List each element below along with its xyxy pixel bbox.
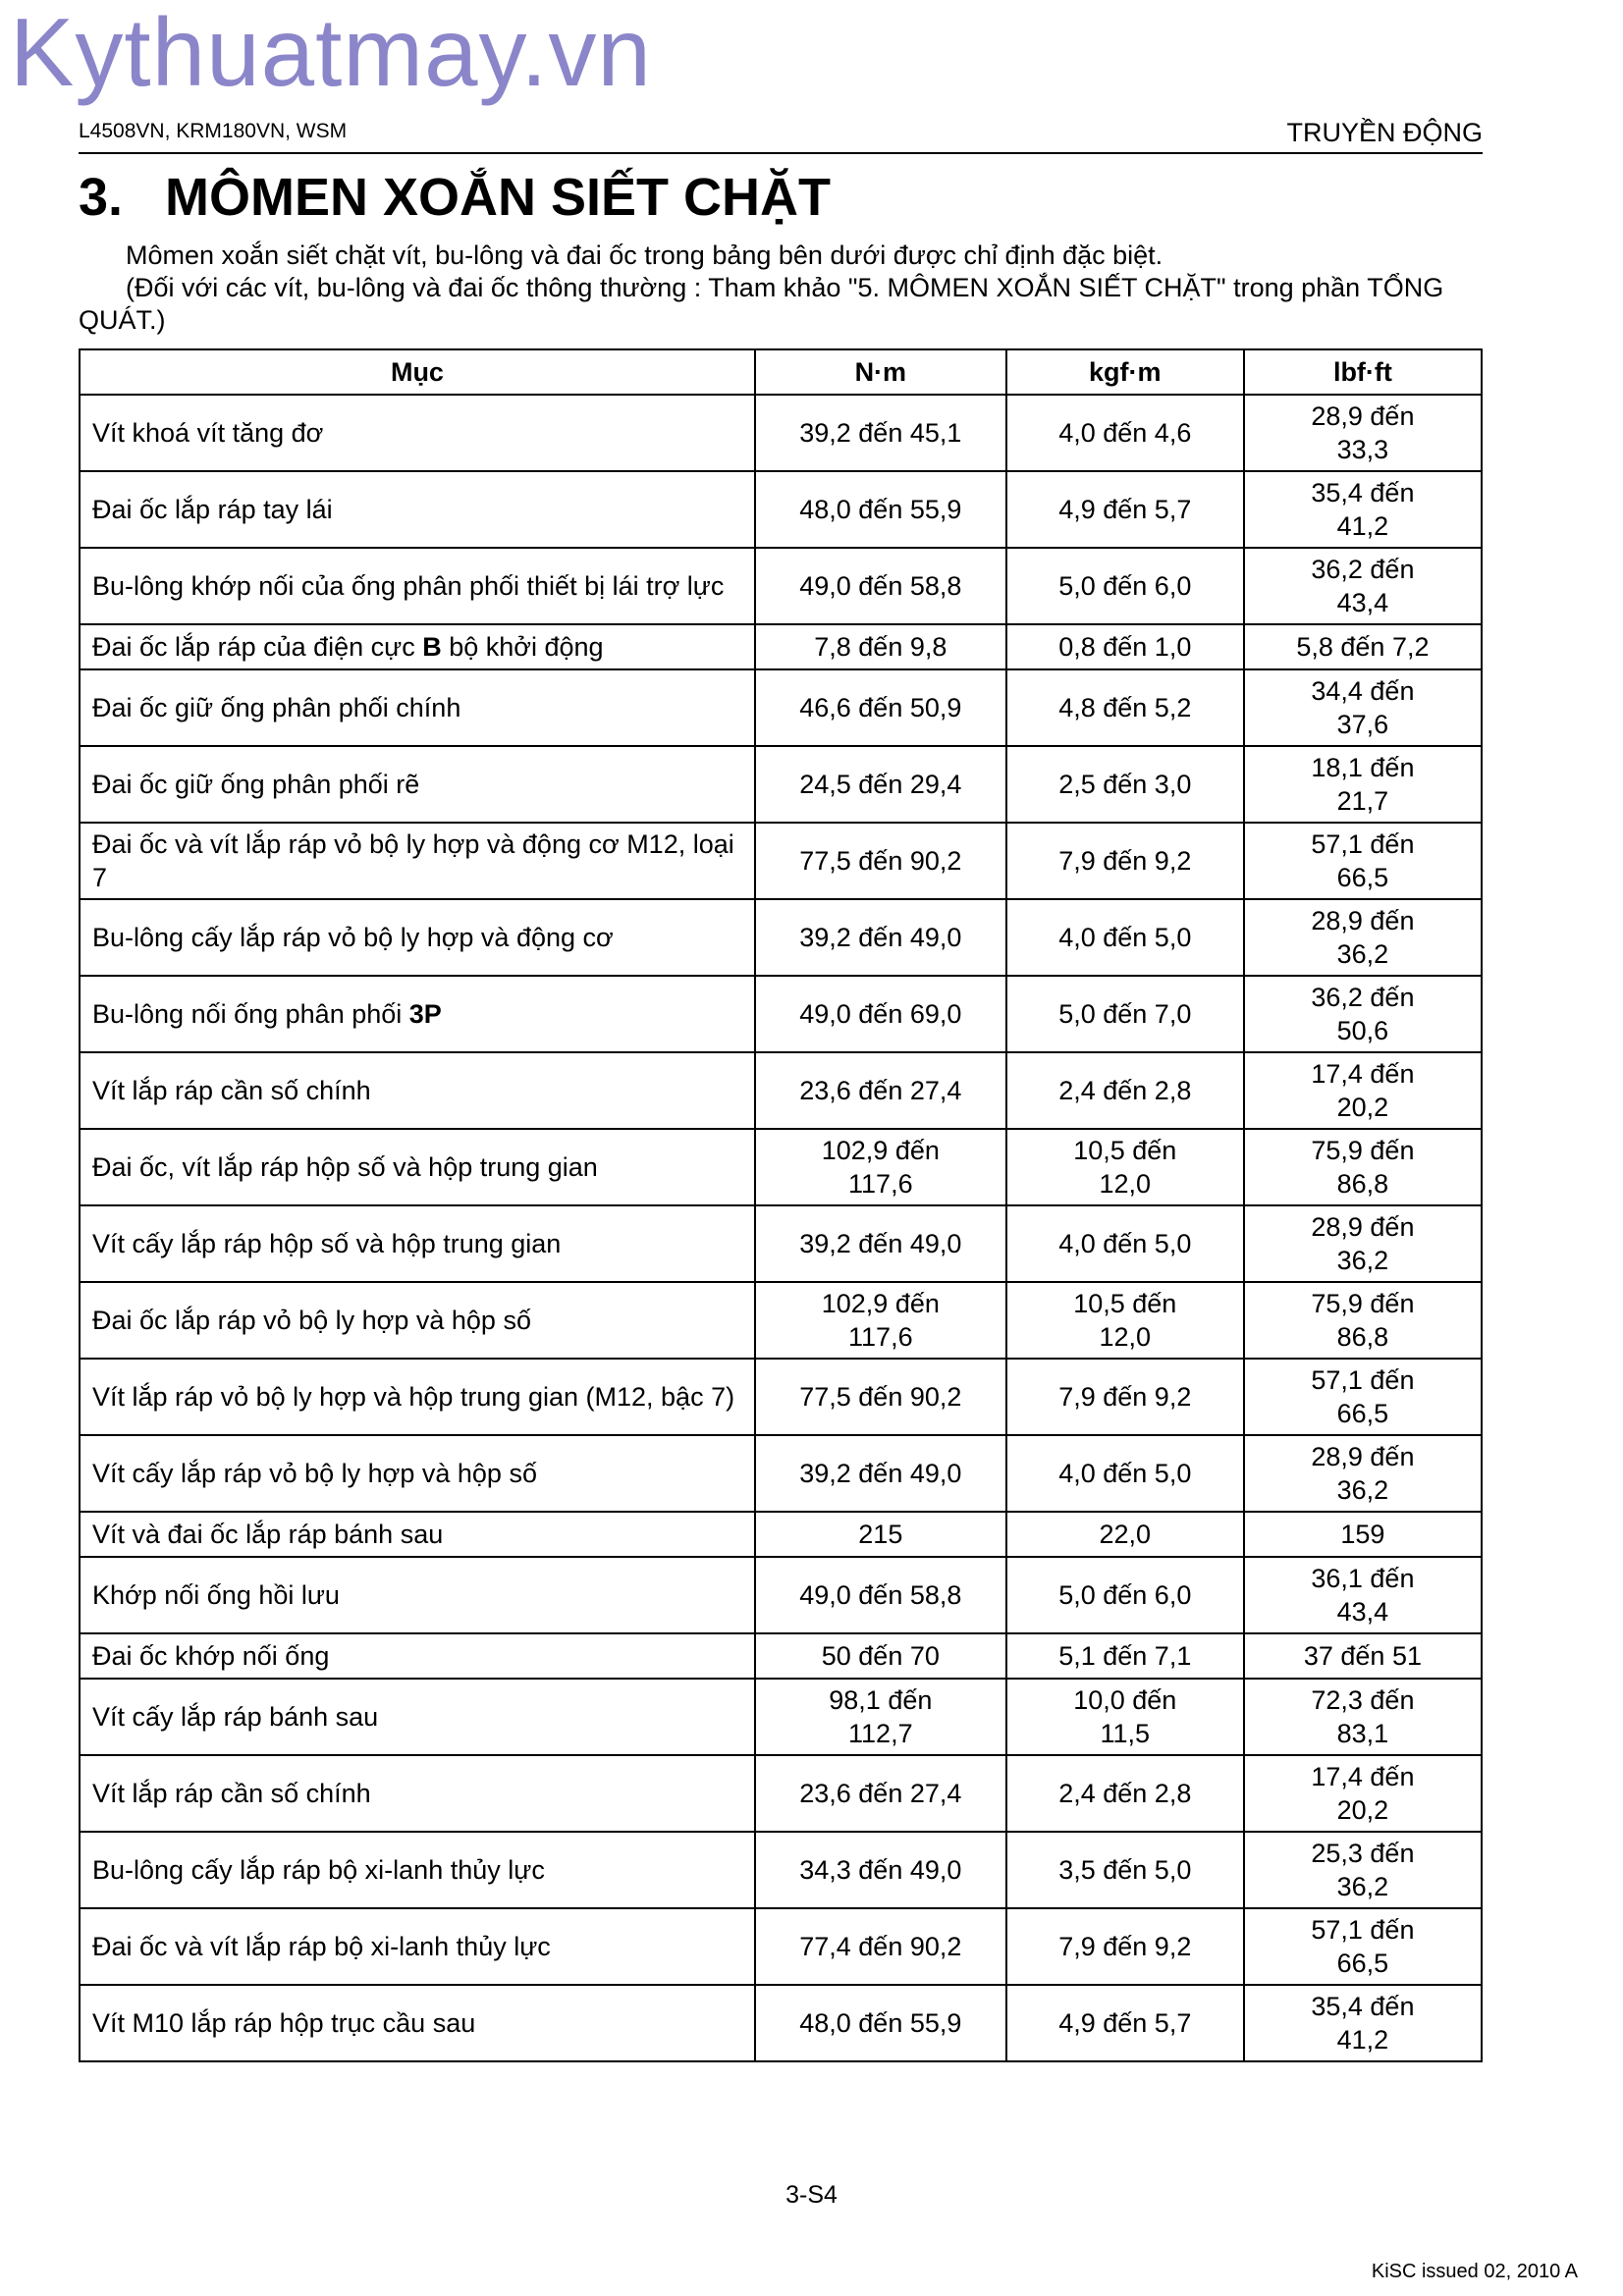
cell-kgfm: 0,8 đến 1,0 [1006, 624, 1244, 669]
cell-kgfm: 4,8 đến 5,2 [1006, 669, 1244, 746]
cell-item: Đai ốc và vít lắp ráp vỏ bộ ly hợp và động cơ M12, loại 7 [80, 823, 755, 899]
cell-kgfm: 4,0 đến 5,0 [1006, 899, 1244, 976]
cell-kgfm: 10,5 đến 12,0 [1006, 1129, 1244, 1205]
table-row [80, 1755, 1482, 1832]
cell-item: Vít M10 lắp ráp hộp trục cầu sau [80, 1985, 755, 2061]
table-row [80, 899, 1482, 976]
page-number: 3-S4 [785, 2181, 838, 2209]
table-row [80, 1052, 1482, 1129]
cell-kgfm: 2,5 đến 3,0 [1006, 746, 1244, 823]
cell-item: Vít lắp ráp cần số chính [80, 1755, 755, 1832]
intro-line-3: QUÁT.) [79, 305, 166, 335]
cell-lbfft: 37 đến 51 [1244, 1633, 1482, 1679]
cell-lbfft: 57,1 đến 66,5 [1244, 1908, 1482, 1985]
intro-line-2: (Đối với các vít, bu-lông và đai ốc thông thường : Tham khảo "5. MÔMEN XOẮN SIẾT CHẶT" trong phần TỔNG [126, 273, 1444, 302]
cell-kgfm: 5,0 đến 6,0 [1006, 548, 1244, 624]
cell-nm: 39,2 đến 49,0 [755, 899, 1006, 976]
cell-lbfft: 28,9 đến 36,2 [1244, 899, 1482, 976]
cell-nm: 23,6 đến 27,4 [755, 1052, 1006, 1129]
cell-kgfm: 7,9 đến 9,2 [1006, 1908, 1244, 1985]
header-models: L4508VN, KRM180VN, WSM [79, 120, 348, 142]
cell-item: Đai ốc và vít lắp ráp bộ xi-lanh thủy lực [80, 1908, 755, 1985]
cell-kgfm: 5,0 đến 6,0 [1006, 1557, 1244, 1633]
cell-item: Khớp nối ống hồi lưu [80, 1557, 755, 1633]
cell-item: Vít lắp ráp vỏ bộ ly hợp và hộp trung gian (M12, bậc 7) [80, 1359, 755, 1435]
cell-nm: 102,9 đến 117,6 [755, 1129, 1006, 1205]
table-row [80, 1908, 1482, 1985]
cell-kgfm: 3,5 đến 5,0 [1006, 1832, 1244, 1908]
table-row [80, 1205, 1482, 1282]
cell-nm: 215 [755, 1512, 1006, 1557]
cell-lbfft: 75,9 đến 86,8 [1244, 1129, 1482, 1205]
cell-nm: 102,9 đến 117,6 [755, 1282, 1006, 1359]
cell-kgfm: 4,9 đến 5,7 [1006, 1985, 1244, 2061]
table-row [80, 669, 1482, 746]
cell-item-part: Bu-lông nối ống phân phối [92, 999, 409, 1029]
cell-lbfft: 25,3 đến 36,2 [1244, 1832, 1482, 1908]
cell-nm: 24,5 đến 29,4 [755, 746, 1006, 823]
table-row [80, 1435, 1482, 1512]
cell-nm: 49,0 đến 58,8 [755, 548, 1006, 624]
cell-lbfft: 75,9 đến 86,8 [1244, 1282, 1482, 1359]
cell-item: Vít cấy lắp ráp vỏ bộ ly hợp và hộp số [80, 1435, 755, 1512]
cell-kgfm: 4,0 đến 4,6 [1006, 395, 1244, 471]
intro-line-1: Mômen xoắn siết chặt vít, bu-lông và đai ốc trong bảng bên dưới được chỉ định đặc biệt. [126, 240, 1163, 270]
table-row [80, 1633, 1482, 1679]
cell-nm: 48,0 đến 55,9 [755, 1985, 1006, 2061]
cell-nm: 50 đến 70 [755, 1633, 1006, 1679]
header-item: Mục [80, 349, 755, 395]
cell-lbfft: 17,4 đến 20,2 [1244, 1052, 1482, 1129]
cell-item: Bu-lông khớp nối của ống phân phối thiết bị lái trợ lực [80, 548, 755, 624]
header-kgfm: kgf·m [1006, 349, 1244, 395]
cell-item: Vít khoá vít tăng đơ [80, 395, 755, 471]
cell-lbfft: 57,1 đến 66,5 [1244, 1359, 1482, 1435]
cell-nm: 39,2 đến 49,0 [755, 1435, 1006, 1512]
cell-kgfm: 10,5 đến 12,0 [1006, 1282, 1244, 1359]
cell-nm: 49,0 đến 58,8 [755, 1557, 1006, 1633]
table-row [80, 746, 1482, 823]
page-title [79, 167, 831, 228]
cell-lbfft: 17,4 đến 20,2 [1244, 1755, 1482, 1832]
header-lbfft: lbf·ft [1244, 349, 1482, 395]
cell-item-part: Đai ốc lắp ráp của điện cực [92, 632, 423, 662]
table-row [80, 976, 1482, 1052]
cell-item: Vít cấy lắp ráp bánh sau [80, 1679, 755, 1755]
cell-lbfft: 5,8 đến 7,2 [1244, 624, 1482, 669]
cell-lbfft: 35,4 đến 41,2 [1244, 471, 1482, 548]
cell-nm: 77,5 đến 90,2 [755, 1359, 1006, 1435]
cell-lbfft: 35,4 đến 41,2 [1244, 1985, 1482, 2061]
cell-item: Bu-lông cấy lắp ráp vỏ bộ ly hợp và động cơ [80, 899, 755, 976]
table-row [80, 1679, 1482, 1755]
cell-nm: 49,0 đến 69,0 [755, 976, 1006, 1052]
cell-kgfm: 10,0 đến 11,5 [1006, 1679, 1244, 1755]
table-body [80, 395, 1482, 2061]
table-row [80, 624, 1482, 669]
cell-nm: 34,3 đến 49,0 [755, 1832, 1006, 1908]
table-row [80, 1832, 1482, 1908]
title-number: 3. [79, 168, 124, 227]
table-row [80, 1985, 1482, 2061]
cell-lbfft: 18,1 đến 21,7 [1244, 746, 1482, 823]
cell-lbfft: 34,4 đến 37,6 [1244, 669, 1482, 746]
cell-nm: 39,2 đến 45,1 [755, 395, 1006, 471]
cell-nm: 77,5 đến 90,2 [755, 823, 1006, 899]
cell-nm: 77,4 đến 90,2 [755, 1908, 1006, 1985]
cell-item: Bu-lông cấy lắp ráp bộ xi-lanh thủy lực [80, 1832, 755, 1908]
cell-item: Đai ốc, vít lắp ráp hộp số và hộp trung gian [80, 1129, 755, 1205]
cell-kgfm: 7,9 đến 9,2 [1006, 823, 1244, 899]
cell-nm: 23,6 đến 27,4 [755, 1755, 1006, 1832]
header-nm: N·m [755, 349, 1006, 395]
cell-kgfm: 5,0 đến 7,0 [1006, 976, 1244, 1052]
cell-item-bold: B [422, 632, 442, 662]
cell-kgfm: 2,4 đến 2,8 [1006, 1755, 1244, 1832]
cell-nm: 7,8 đến 9,8 [755, 624, 1006, 669]
table-row [80, 1512, 1482, 1557]
cell-lbfft: 159 [1244, 1512, 1482, 1557]
table-row [80, 1129, 1482, 1205]
table-row [80, 1282, 1482, 1359]
cell-kgfm: 4,0 đến 5,0 [1006, 1205, 1244, 1282]
cell-nm: 98,1 đến 112,7 [755, 1679, 1006, 1755]
watermark: Kythuatmay.vn [10, 0, 652, 106]
cell-item: Vít cấy lắp ráp hộp số và hộp trung gian [80, 1205, 755, 1282]
cell-lbfft: 57,1 đến 66,5 [1244, 823, 1482, 899]
cell-kgfm: 4,0 đến 5,0 [1006, 1435, 1244, 1512]
table-row [80, 823, 1482, 899]
cell-item-bold: 3P [408, 999, 442, 1029]
cell-kgfm: 22,0 [1006, 1512, 1244, 1557]
cell-item: Đai ốc lắp ráp vỏ bộ ly hợp và hộp số [80, 1282, 755, 1359]
table-row [80, 395, 1482, 471]
cell-lbfft: 36,2 đến 50,6 [1244, 976, 1482, 1052]
cell-lbfft: 36,2 đến 43,4 [1244, 548, 1482, 624]
cell-item: Đai ốc giữ ống phân phối rẽ [80, 746, 755, 823]
table-row [80, 1359, 1482, 1435]
cell-lbfft: 36,1 đến 43,4 [1244, 1557, 1482, 1633]
cell-item-part: bộ khởi động [441, 632, 604, 662]
cell-lbfft: 28,9 đến 33,3 [1244, 395, 1482, 471]
cell-nm: 39,2 đến 49,0 [755, 1205, 1006, 1282]
cell-item: Đai ốc lắp ráp tay lái [80, 471, 755, 548]
cell-lbfft: 72,3 đến 83,1 [1244, 1679, 1482, 1755]
cell-item [80, 624, 755, 669]
cell-item: Vít lắp ráp cần số chính [80, 1052, 755, 1129]
cell-kgfm: 4,9 đến 5,7 [1006, 471, 1244, 548]
cell-item [80, 976, 755, 1052]
table-row [80, 471, 1482, 548]
cell-kgfm: 7,9 đến 9,2 [1006, 1359, 1244, 1435]
table-row [80, 1557, 1482, 1633]
cell-lbfft: 28,9 đến 36,2 [1244, 1435, 1482, 1512]
header-rule [79, 152, 1483, 154]
table-row [80, 548, 1482, 624]
cell-item: Vít và đai ốc lắp ráp bánh sau [80, 1512, 755, 1557]
intro-text [79, 240, 1483, 337]
cell-item: Đai ốc giữ ống phân phối chính [80, 669, 755, 746]
cell-kgfm: 5,1 đến 7,1 [1006, 1633, 1244, 1679]
title-text: MÔMEN XOẮN SIẾT CHẶT [165, 168, 832, 227]
header-section: TRUYỀN ĐỘNG [1286, 118, 1483, 147]
issued-note: KiSC issued 02, 2010 A [1371, 2261, 1578, 2282]
cell-kgfm: 2,4 đến 2,8 [1006, 1052, 1244, 1129]
cell-nm: 48,0 đến 55,9 [755, 471, 1006, 548]
cell-lbfft: 28,9 đến 36,2 [1244, 1205, 1482, 1282]
cell-nm: 46,6 đến 50,9 [755, 669, 1006, 746]
cell-item: Đai ốc khớp nối ống [80, 1633, 755, 1679]
torque-table [79, 348, 1483, 2062]
table-header-row [80, 349, 1482, 395]
